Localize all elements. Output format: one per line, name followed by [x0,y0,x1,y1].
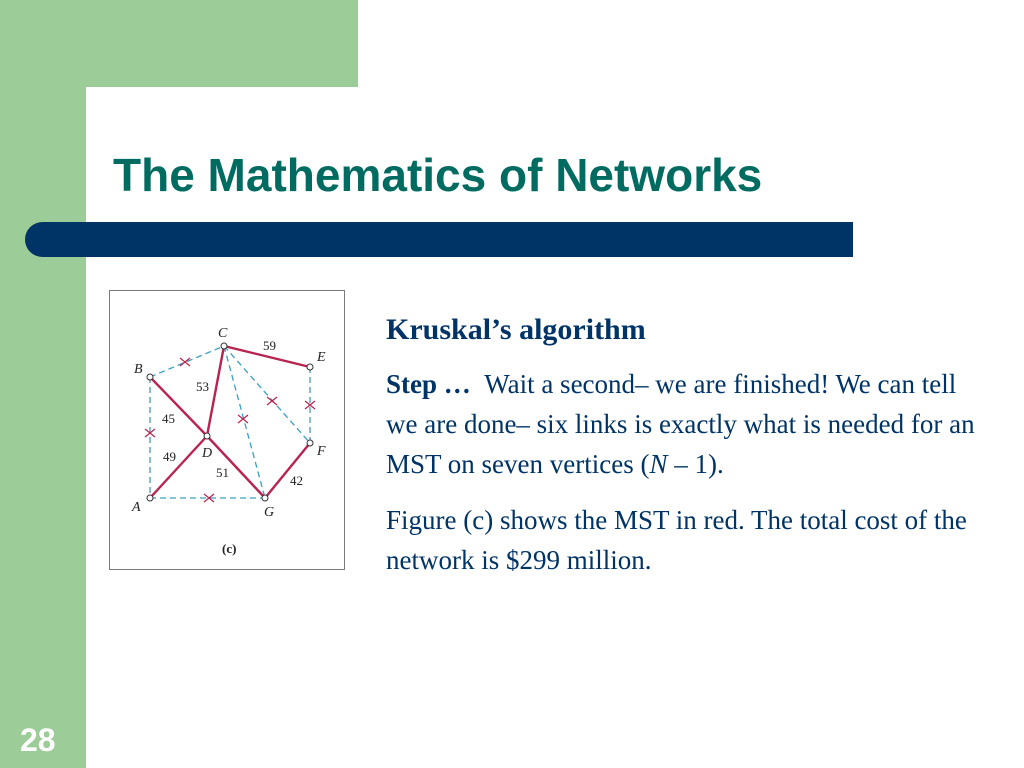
weight-label-bd: 45 [162,411,175,426]
network-graph [110,291,344,569]
weight-label-dg: 51 [216,465,229,480]
summary-paragraph: Figure (c) shows the MST in red. The total cost of the network is $299 million. [386,505,967,575]
step-text-n: N [649,449,668,479]
vertex-e [307,364,313,370]
vertex-a [147,495,153,501]
vertex-label-d: D [202,446,213,461]
vertex-c [221,343,227,349]
slide-title: The Mathematics of Networks [113,149,763,201]
vertex-label-e: E [317,350,326,365]
algorithm-heading: Kruskal’s algorithm [386,313,646,346]
vertex-label-c: C [218,326,228,341]
reject-mark-cf [267,397,277,405]
vertex-label-a: A [132,500,141,515]
weight-label-ce: 59 [263,338,276,353]
step-label: Step … [386,369,471,399]
step-text-2: – 1). [667,449,724,479]
edge-ad-mst [150,436,207,498]
vertex-label-b: B [134,362,143,377]
vertex-b [147,374,153,380]
weight-label-cd: 53 [196,379,209,394]
step-text-1: Wait a second– we are finished! We can tell we are done– six links is exactly what is needed for an MST on seven vertices ( [386,369,975,479]
weight-label-ad: 49 [163,449,176,464]
vertex-f [307,440,313,446]
edge-bc-dashed [150,346,224,377]
vertex-g [262,495,268,501]
page-number: 28 [20,722,56,758]
vertex-label-f: F [317,444,326,459]
weight-label-fg: 42 [290,473,303,488]
figure-caption: (c) [222,541,237,556]
edge-fg-mst [265,443,310,498]
content-column [386,310,976,596]
step-paragraph [386,364,976,484]
title-underline-bar [25,222,853,257]
vertex-label-g: G [264,505,275,520]
vertex-d [204,433,210,439]
background-band-left [0,0,86,768]
reject-mark-bc [180,358,190,366]
edge-cd-mst [207,346,224,436]
network-figure [109,290,345,570]
